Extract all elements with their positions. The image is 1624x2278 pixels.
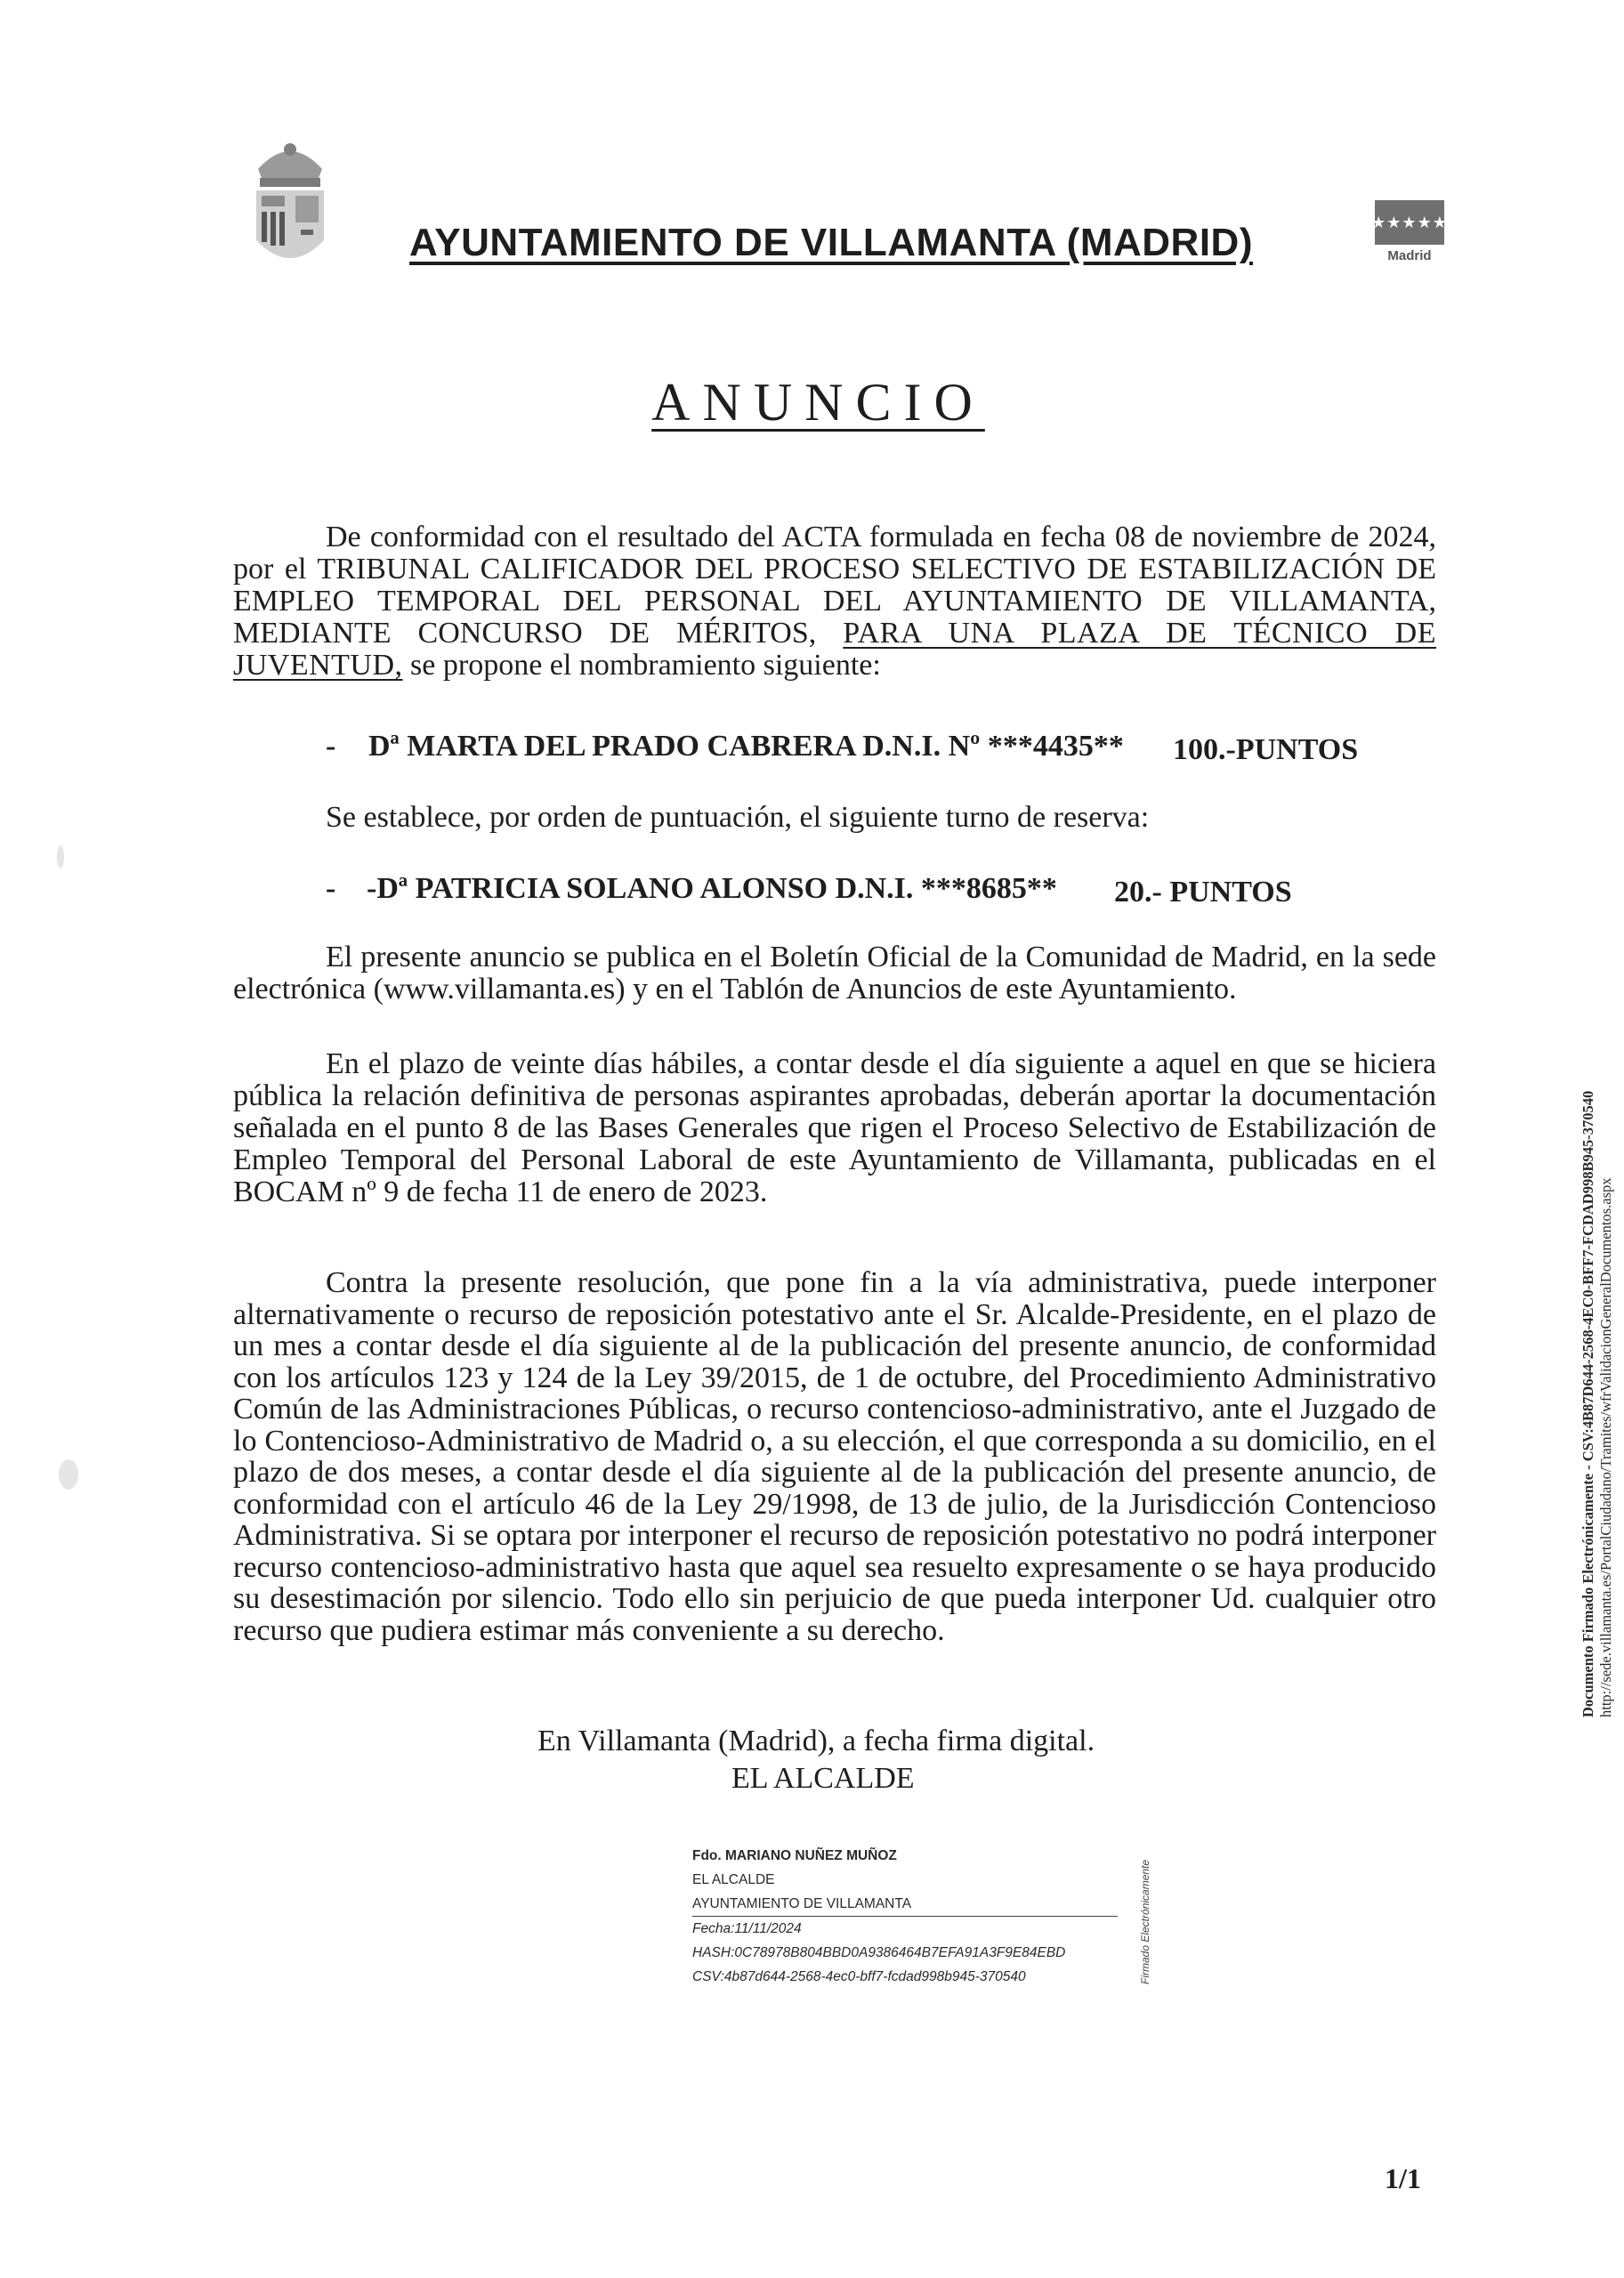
- side-stamp-url[interactable]: http://sede.villamanta.es/PortalCiudadano/Tramites/wfrValidacionGeneralDocumentos.aspx: [1597, 1177, 1614, 1717]
- paragraph-documentation: En el plazo de veinte días hábiles, a contar desde el día siguiente a aquel en que se hiciera pública la relación definitiva de personas aspirantes aprobadas, deberán aportar la documentación señalada en el punto 8 de las Bases Generales que rigen el Proceso Selectivo de Estabilización de Empleo Temporal del Personal Laboral de este Ayuntamiento de Villamanta, publicadas en el BOCAM nº 9 de fecha 11 de enero de 2023.: [233, 1047, 1436, 1208]
- appointee-dash: -: [326, 730, 336, 763]
- paragraph-acta-line-2: 2024, por el TRIBUNAL CALIFICADOR DEL PROCESO SELECTIVO DE: [233, 521, 1436, 586]
- paragraph-acta-line-3: ESTABILIZACIÓN DE EMPLEO TEMPORAL DEL PERSONAL DEL AYUNTAMIENTO: [233, 553, 1437, 618]
- closing-role: EL ALCALDE: [731, 1762, 915, 1795]
- signature-date: Fecha:11/11/2024: [692, 1921, 802, 1936]
- signature-csv: CSV:4b87d644-2568-4ec0-bff7-fcdad998b945-370540: [692, 1969, 1026, 1984]
- appointee-points: 100.-PUNTOS: [1173, 733, 1359, 766]
- reserve-points: 20.- PUNTOS: [1114, 876, 1292, 909]
- reserve-intro: Se establece, por orden de puntuación, el siguiente turno de reserva:: [326, 801, 1150, 834]
- municipality-title: AYUNTAMIENTO DE VILLAMANTA (MADRID): [409, 221, 1253, 264]
- paragraph-acta-line-4: DE VILLAMANTA, MEDIANTE CONCURSO DE MÉRITOS,: [233, 585, 1436, 650]
- municipal-crest-icon: [247, 133, 333, 278]
- closing-place-date: En Villamanta (Madrid), a fecha firma digital.: [537, 1725, 1095, 1757]
- logo-text: Madrid: [1387, 248, 1432, 263]
- star-icon: ★★★★★★★: [1375, 200, 1444, 245]
- scan-speck: [59, 1459, 78, 1490]
- paragraph-publication: El presente anuncio se publica en el Boletín Oficial de la Comunidad de Madrid, en la sede electrónica (www.villamanta.es) y en el Tablón de Anuncios de este Ayuntamiento.: [233, 941, 1436, 1006]
- document-title: ANUNCIO: [651, 373, 985, 432]
- appointee-name: Dª MARTA DEL PRADO CABRERA D.N.I. Nº ***4435**: [368, 730, 1124, 763]
- comunidad-madrid-logo: [1356, 200, 1463, 271]
- scan-speck: [57, 845, 64, 868]
- paragraph-appeal: Contra la presente resolución, que pone fin a la vía administrativa, puede interponer alternativamente o recurso de reposición potestativo ante el Sr. Alcalde-Presidente, en el plazo de un mes a contar desde el día siguiente al de la publicación del presente anuncio, de conformidad con los artículos 123 y 124 de la Ley 39/2015, de 1 de octubre, del Procedimiento Administrativo Común de las Administraciones Públicas, o recurso contencioso-administrativo, ante el Juzgado de lo Contencioso-Administrativo de Madrid o, a su elección, el que corresponda a su domicilio, en el plazo de dos meses, a contar desde el día siguiente al de la publicación del presente anuncio, de conformidad con el artículo 46 de la Ley 29/1998, de 13 de julio, de la Jurisdicción Contencioso Administrativa. Si se optara por interponer el recurso de reposición potestativo no podrá interponer recurso contencioso-administrativo hasta que aquel sea resuelto expresamente o se haya producido su desestimación por silencio. Todo ello sin perjuicio de que pueda interponer Ud. cualquier otro recurso que pudiera estimar más conveniente a su derecho.: [233, 1266, 1436, 1647]
- position-name: PARA UNA PLAZA DE TÉCNICO DE JUVENTUD,: [233, 617, 1437, 682]
- paragraph-acta-tail: se propone el nombramiento siguiente:: [410, 649, 881, 682]
- side-stamp-csv: Documento Firmado Electrónicamente - CSV:4B87D644-2568-4EC0-BFF7-FCDAD998B945-370540: [1580, 1090, 1596, 1717]
- paragraph-acta: [233, 521, 1436, 682]
- page-number: 1/1: [1385, 2162, 1421, 2194]
- signature-hash: HASH:0C78978B804BBD0A9386464B7EFA91A3F9E84EBD: [692, 1945, 1066, 1960]
- reserve-name: -Dª PATRICIA SOLANO ALONSO D.N.I. ***8685**: [367, 872, 1057, 905]
- signer-name: Fdo. MARIANO NUÑEZ MUÑOZ: [692, 1848, 897, 1863]
- signed-stamp: Firmado Electrónicamente: [1139, 1859, 1151, 1984]
- signature-block: [692, 1844, 1155, 1989]
- signer-position: EL ALCALDE: [692, 1872, 775, 1887]
- reserve-dash: -: [326, 872, 336, 905]
- paragraph-acta-line-1: De conformidad con el resultado del ACTA formulada en fecha 08 de noviembre de: [326, 521, 1360, 553]
- signer-organization: AYUNTAMIENTO DE VILLAMANTA: [692, 1892, 1118, 1917]
- side-validation-stamp: [1580, 1091, 1615, 1717]
